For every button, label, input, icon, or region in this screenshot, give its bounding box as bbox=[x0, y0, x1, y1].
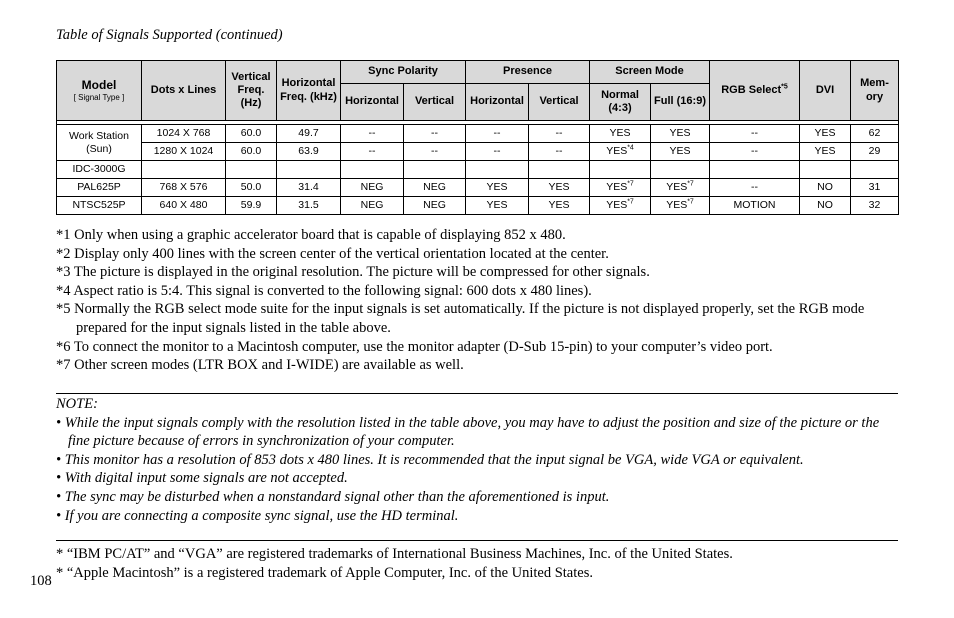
table-row bbox=[57, 161, 899, 179]
cell-sync-h: NEG bbox=[341, 179, 404, 197]
cell-dots: 1280 X 1024 bbox=[142, 143, 226, 161]
cell-full bbox=[651, 197, 710, 215]
table-row bbox=[57, 179, 899, 197]
group-idc: IDC-3000G bbox=[57, 161, 142, 179]
note-title: NOTE: bbox=[56, 396, 98, 412]
page-number: 108 bbox=[30, 573, 52, 589]
table-row bbox=[57, 197, 899, 215]
header-rgb-select bbox=[710, 61, 800, 121]
cell-empty bbox=[651, 161, 710, 179]
cell-dots: 640 X 480 bbox=[142, 197, 226, 215]
header-full: Full (16:9) bbox=[651, 84, 710, 121]
group-workstation: Work Station (Sun) bbox=[57, 125, 142, 161]
cell-sync-h: NEG bbox=[341, 197, 404, 215]
footnote: *1 Only when using a graphic accelerator board that is capable of displaying 852 x 480. bbox=[56, 227, 566, 243]
cell-normal bbox=[590, 197, 651, 215]
cell-presence-h: YES bbox=[466, 179, 529, 197]
note-item: • This monitor has a resolution of 853 dots x 480 lines. It is recommended that the input signal be VGA, wide VGA or equivalent. bbox=[56, 451, 804, 468]
cell-sync-v: -- bbox=[404, 143, 466, 161]
trademarks bbox=[56, 545, 906, 583]
cell-rgb: -- bbox=[710, 125, 800, 143]
cell-full-value: YES bbox=[666, 181, 688, 194]
footnote: *4 Aspect ratio is 5:4. This signal is converted to the following signal: 600 dots x 480 lines). bbox=[56, 282, 592, 299]
cell-memory: 31 bbox=[851, 179, 899, 197]
header-presence: Presence bbox=[466, 61, 590, 84]
cell-dvi: NO bbox=[800, 197, 851, 215]
header-sync-vertical: Vertical bbox=[404, 84, 466, 121]
cell-dvi: YES bbox=[800, 125, 851, 143]
cell-full-note: *7 bbox=[687, 180, 694, 188]
trademark-line: * “Apple Macintosh” is a registered trademark of Apple Computer, Inc. of the United States. bbox=[56, 565, 593, 581]
cell-presence-v: -- bbox=[529, 143, 590, 161]
table-row bbox=[57, 143, 899, 161]
cell-empty bbox=[529, 161, 590, 179]
cell-normal-value: YES bbox=[606, 181, 628, 194]
trademark-line: * “IBM PC/AT” and “VGA” are registered trademarks of International Business Machines, Inc. of the United States. bbox=[56, 546, 733, 562]
note-item: • With digital input some signals are not accepted. bbox=[56, 470, 348, 487]
cell-sync-h: -- bbox=[341, 125, 404, 143]
header-row-1 bbox=[57, 61, 899, 84]
cell-empty bbox=[851, 161, 899, 179]
header-presence-vertical: Vertical bbox=[529, 84, 590, 121]
cell-normal-value: YES bbox=[606, 199, 628, 212]
cell-full bbox=[651, 179, 710, 197]
cell-presence-h: -- bbox=[466, 125, 529, 143]
cell-normal bbox=[590, 179, 651, 197]
header-normal: Normal (4:3) bbox=[590, 84, 651, 121]
note-item: • While the input signals comply with the resolution listed in the table above, you may have to adjust the position and size of the picture or the fine picture because of errors in synchronization of your computer. bbox=[56, 414, 880, 450]
cell-sync-v: NEG bbox=[404, 197, 466, 215]
cell-rgb: -- bbox=[710, 179, 800, 197]
cell-empty bbox=[590, 161, 651, 179]
note-item: • The sync may be disturbed when a nonstandard signal other than the aforementioned is input. bbox=[56, 488, 610, 505]
header-signal-type: [ Signal Type ] bbox=[73, 93, 125, 103]
cell-presence-h: -- bbox=[466, 143, 529, 161]
cell-signal-name: NTSC525P bbox=[57, 197, 142, 215]
cell-empty bbox=[341, 161, 404, 179]
header-memory: Mem-ory bbox=[851, 61, 899, 121]
cell-normal bbox=[590, 125, 651, 143]
cell-full-value: YES bbox=[669, 127, 691, 140]
header-screen-mode: Screen Mode bbox=[590, 61, 710, 84]
footnote: *3 The picture is displayed in the original resolution. The picture will be compressed for other signals. bbox=[56, 264, 650, 281]
cell-empty bbox=[800, 161, 851, 179]
cell-vfreq: 60.0 bbox=[226, 125, 277, 143]
cell-signal-name: PAL625P bbox=[57, 179, 142, 197]
footnote: *7 Other screen modes (LTR BOX and I-WIDE) are available as well. bbox=[56, 357, 464, 374]
signals-table bbox=[56, 60, 899, 215]
footnote: *6 To connect the monitor to a Macintosh computer, use the monitor adapter (D-Sub 15-pin) to your computer’s video port. bbox=[56, 338, 773, 355]
header-dvi: DVI bbox=[800, 61, 851, 121]
cell-normal-value: YES bbox=[609, 127, 631, 140]
cell-full-value: YES bbox=[669, 145, 691, 158]
table-row bbox=[57, 125, 899, 143]
cell-dots: 1024 X 768 bbox=[142, 125, 226, 143]
header-sync-horizontal: Horizontal bbox=[341, 84, 404, 121]
cell-hfreq: 31.4 bbox=[277, 179, 341, 197]
note-section bbox=[56, 395, 901, 525]
footnote: *2 Display only 400 lines with the screen center of the vertical orientation located at the center. bbox=[56, 245, 609, 262]
cell-hfreq: 49.7 bbox=[277, 125, 341, 143]
header-vfreq: Vertical Freq. (Hz) bbox=[226, 61, 277, 121]
cell-sync-v: NEG bbox=[404, 179, 466, 197]
cell-full bbox=[651, 125, 710, 143]
cell-empty bbox=[142, 161, 226, 179]
cell-rgb: MOTION bbox=[710, 197, 800, 215]
cell-rgb: -- bbox=[710, 143, 800, 161]
header-dots: Dots x Lines bbox=[142, 61, 226, 121]
footnote: *5 Normally the RGB select mode suite for the input signals is set automatically. If the picture is not displayed properly, set the RGB mode prepared for the input signals listed in the table above. bbox=[56, 301, 865, 336]
header-rgb-select-note: *5 bbox=[781, 83, 788, 91]
cell-full-value: YES bbox=[666, 199, 688, 212]
cell-normal-note: *7 bbox=[627, 180, 634, 188]
header-rgb-select-label: RGB Select bbox=[721, 83, 782, 96]
header-presence-horizontal: Horizontal bbox=[466, 84, 529, 121]
cell-vfreq: 60.0 bbox=[226, 143, 277, 161]
header-hfreq: Horizontal Freq. (kHz) bbox=[277, 61, 341, 121]
divider-top bbox=[56, 393, 898, 394]
cell-vfreq: 50.0 bbox=[226, 179, 277, 197]
cell-empty bbox=[277, 161, 341, 179]
cell-hfreq: 63.9 bbox=[277, 143, 341, 161]
cell-full-note: *7 bbox=[687, 198, 694, 206]
header-model-label: Model bbox=[81, 78, 117, 93]
cell-hfreq: 31.5 bbox=[277, 197, 341, 215]
header-sync-polarity: Sync Polarity bbox=[341, 61, 466, 84]
cell-empty bbox=[710, 161, 800, 179]
cell-dots: 768 X 576 bbox=[142, 179, 226, 197]
cell-memory: 62 bbox=[851, 125, 899, 143]
cell-vfreq: 59.9 bbox=[226, 197, 277, 215]
cell-presence-v: -- bbox=[529, 125, 590, 143]
divider-bottom bbox=[56, 540, 898, 541]
cell-sync-v: -- bbox=[404, 125, 466, 143]
cell-memory: 29 bbox=[851, 143, 899, 161]
cell-normal-note: *7 bbox=[627, 198, 634, 206]
cell-presence-h: YES bbox=[466, 197, 529, 215]
note-item: • If you are connecting a composite sync signal, use the HD terminal. bbox=[56, 507, 459, 524]
cell-presence-v: YES bbox=[529, 179, 590, 197]
header-model bbox=[57, 61, 142, 121]
cell-empty bbox=[466, 161, 529, 179]
cell-sync-h: -- bbox=[341, 143, 404, 161]
cell-presence-v: YES bbox=[529, 197, 590, 215]
cell-full bbox=[651, 143, 710, 161]
cell-memory: 32 bbox=[851, 197, 899, 215]
cell-normal-note: *4 bbox=[627, 144, 634, 152]
cell-dvi: NO bbox=[800, 179, 851, 197]
table-caption: Table of Signals Supported (continued) bbox=[56, 27, 283, 43]
cell-empty bbox=[404, 161, 466, 179]
cell-dvi: YES bbox=[800, 143, 851, 161]
footnotes bbox=[56, 226, 906, 375]
cell-normal bbox=[590, 143, 651, 161]
cell-normal-value: YES bbox=[606, 145, 628, 158]
cell-empty bbox=[226, 161, 277, 179]
